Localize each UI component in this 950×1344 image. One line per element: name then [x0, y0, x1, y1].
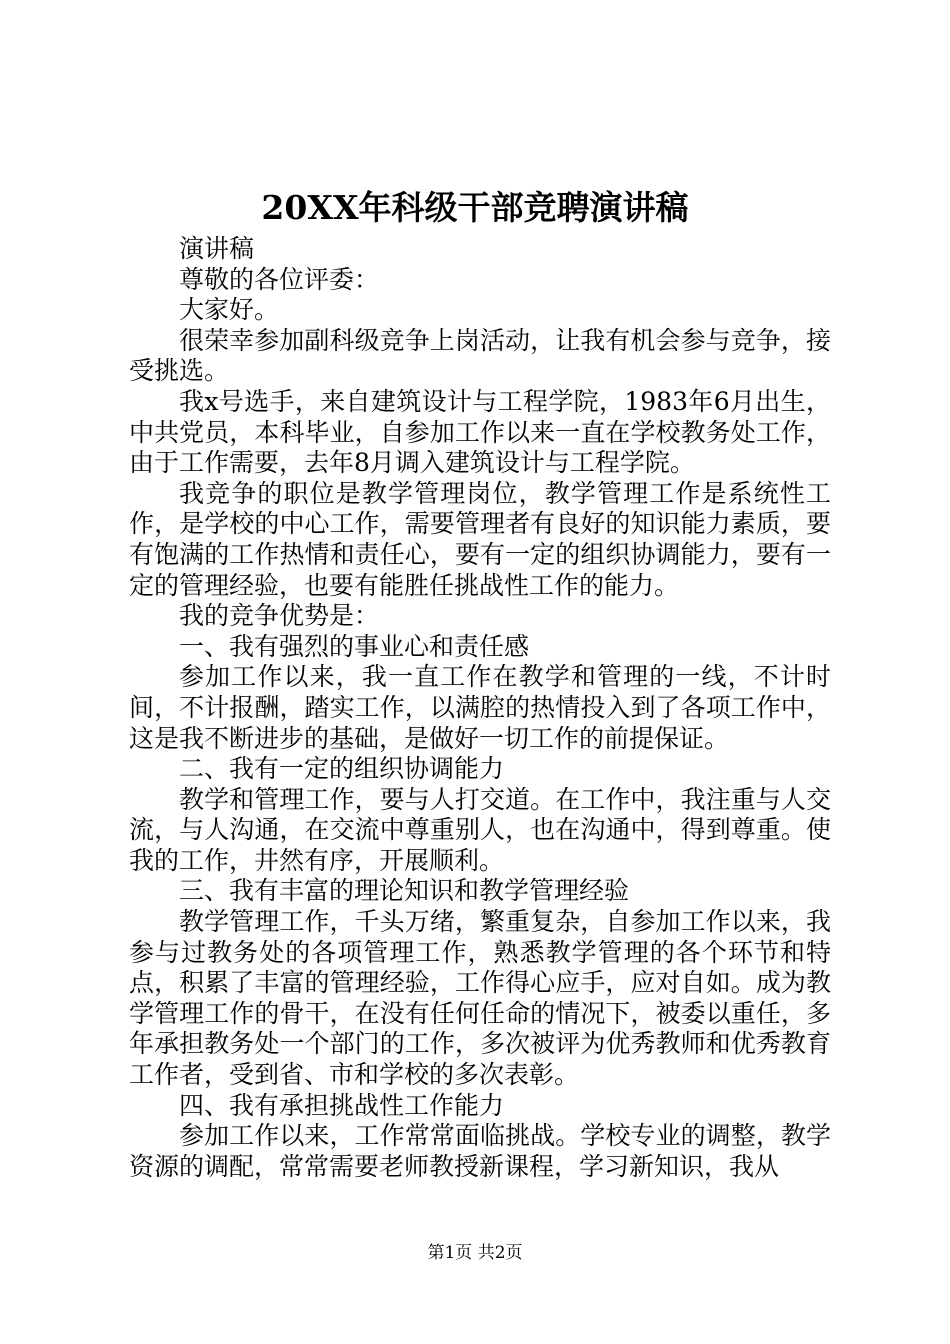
section-heading: 一、我有强烈的事业心和责任感: [179, 631, 530, 661]
paragraph: 我x号选手，来自建筑设计与工程学院，1983年6月出生，中共党员，本科毕业，自参加工作以来一直在学校教务处工作，由于工作需要，去年8月调入建筑设计与工程学院。: [129, 386, 831, 478]
section-heading: 二、我有一定的组织协调能力: [179, 754, 505, 784]
paragraph: 很荣幸参加副科级竞争上岗活动，让我有机会参与竞争，接受挑选。: [129, 325, 831, 386]
paragraph: 参加工作以来，我一直工作在教学和管理的一线，不计时间，不计报酬，踏实工作，以满腔的热情投入到了各项工作中，这是我不断进步的基础，是做好一切工作的前提保证。: [129, 662, 831, 753]
paragraph: 我竞争的职位是教学管理岗位，教学管理工作是系统性工作，是学校的中心工作，需要管理者有良好的知识能力素质，要有饱满的工作热情和责任心，要有一定的组织协调能力，要有一定的管理经验，也要有能胜任挑战性工作的能力。: [129, 478, 831, 600]
document-title: 20XX年科级干部竞聘演讲稿: [261, 188, 689, 227]
document-body: [129, 234, 831, 1182]
paragraph: 参加工作以来，工作常常面临挑战。学校专业的调整，教学资源的调配，常常需要老师教授新课程，学习新知识，我从: [129, 1121, 831, 1181]
paragraph: 尊敬的各位评委：: [179, 264, 380, 294]
section-heading: 四、我有承担挑战性工作能力: [179, 1090, 505, 1120]
page-number-footer: 第1页 共2页: [427, 1243, 523, 1263]
paragraph: 大家好。: [179, 295, 280, 325]
paragraph: 教学和管理工作，要与人打交道。在工作中，我注重与人交流，与人沟通，在交流中尊重别人，也在沟通中，得到尊重。使我的工作，井然有序，开展顺利。: [129, 784, 831, 875]
paragraph: 教学管理工作，千头万绪，繁重复杂，自参加工作以来，我参与过教务处的各项管理工作，熟悉教学管理的各个环节和特点，积累了丰富的管理经验，工作得心应手，应对自如。成为教学管理工作的骨干，在没有任何任命的情况下，被委以重任，多年承担教务处一个部门的工作，多次被评为优秀教师和优秀教育工作者，受到省、市和学校的多次表彰。: [129, 907, 831, 1090]
paragraph: 演讲稿: [179, 234, 255, 263]
section-heading: 三、我有丰富的理论知识和教学管理经验: [179, 876, 630, 906]
paragraph: 我的竞争优势是：: [179, 601, 380, 631]
